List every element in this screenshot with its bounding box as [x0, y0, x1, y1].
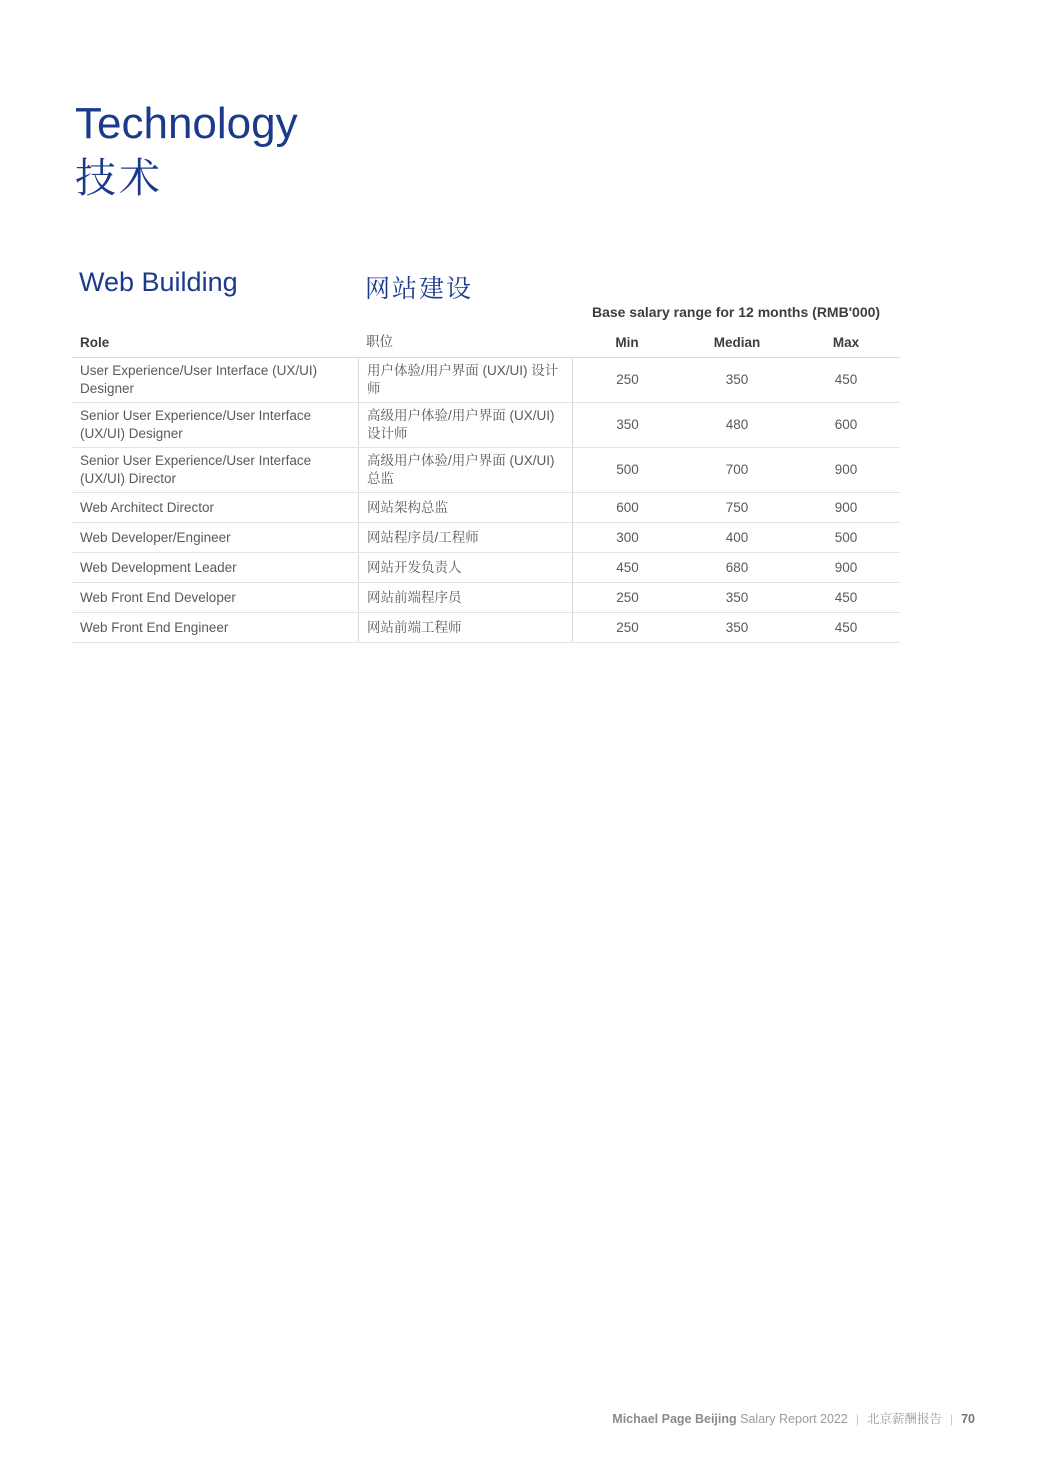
- salary-median-cell: 480: [725, 417, 749, 433]
- footer-page-number: 70: [961, 1412, 975, 1426]
- table-header-row: [72, 321, 900, 358]
- salary-median-cell: 400: [725, 529, 749, 545]
- table-row: [72, 493, 900, 523]
- footer-separator: |: [855, 1412, 859, 1426]
- table-row: [72, 523, 900, 553]
- role-en-cell: Web Front End Engineer: [80, 619, 229, 635]
- role-zh-cell: 网站前端程序员: [358, 583, 572, 612]
- role-en-cell: Web Front End Developer: [80, 589, 236, 605]
- salary-median-cell: 350: [725, 589, 749, 605]
- salary-min-cell: 250: [572, 613, 682, 642]
- salary-table: [72, 303, 900, 643]
- salary-range-note: Base salary range for 12 months (RMB'000): [591, 304, 881, 320]
- section-title-zh: 网站建设: [365, 275, 474, 303]
- role-zh-cell: 用户体验/用户界面 (UX/UI) 设计师: [358, 358, 572, 402]
- table-row: [72, 583, 900, 613]
- table-row: [72, 553, 900, 583]
- role-zh-cell: 高级用户体验/用户界面 (UX/UI) 总监: [358, 448, 572, 492]
- role-en-cell: Senior User Experience/User Interface (UX/UI) Designer: [80, 408, 312, 441]
- salary-median-cell: 350: [725, 372, 749, 388]
- role-zh-cell: 网站程序员/工程师: [358, 523, 572, 552]
- salary-median-cell: 680: [725, 559, 749, 575]
- salary-max-cell: 900: [834, 462, 858, 478]
- salary-median-cell: 750: [725, 499, 749, 515]
- table-row: [72, 358, 900, 403]
- salary-min-cell: 300: [572, 523, 682, 552]
- salary-min-cell: 600: [572, 493, 682, 522]
- role-zh-cell: 高级用户体验/用户界面 (UX/UI) 设计师: [358, 403, 572, 447]
- role-en-cell: Web Developer/Engineer: [80, 529, 231, 545]
- salary-max-cell: 500: [834, 529, 858, 545]
- footer-brand: Michael Page Beijing: [612, 1412, 737, 1426]
- salary-min-cell: 250: [572, 358, 682, 402]
- section-title-en: Web Building: [79, 267, 238, 297]
- column-header-max: Max: [832, 335, 860, 350]
- salary-min-cell: 500: [572, 448, 682, 492]
- footer-report-title: Salary Report 2022: [740, 1412, 848, 1426]
- salary-max-cell: 900: [834, 499, 858, 515]
- column-header-role-zh: 职位: [366, 334, 393, 349]
- salary-max-cell: 450: [834, 619, 858, 635]
- salary-min-cell: 450: [572, 553, 682, 582]
- role-zh-cell: 网站前端工程师: [358, 613, 572, 642]
- salary-max-cell: 450: [834, 589, 858, 605]
- salary-max-cell: 450: [834, 372, 858, 388]
- role-en-cell: User Experience/User Interface (UX/UI) Designer: [80, 363, 318, 396]
- role-en-cell: Web Development Leader: [80, 559, 237, 575]
- role-zh-cell: 网站架构总监: [358, 493, 572, 522]
- role-en-cell: Senior User Experience/User Interface (UX/UI) Director: [80, 453, 312, 486]
- role-en-cell: Web Architect Director: [80, 499, 215, 515]
- table-row: [72, 403, 900, 448]
- footer-report-title-zh: 北京薪酬报告: [866, 1412, 942, 1426]
- table-row: [72, 613, 900, 643]
- footer-separator: |: [949, 1412, 954, 1426]
- salary-median-cell: 350: [725, 619, 749, 635]
- table-row: [72, 448, 900, 493]
- page-footer: [612, 1409, 975, 1427]
- role-zh-cell: 网站开发负责人: [358, 553, 572, 582]
- salary-max-cell: 600: [834, 417, 858, 433]
- salary-median-cell: 700: [725, 462, 749, 478]
- page-title-en: Technology: [75, 99, 298, 148]
- salary-max-cell: 900: [834, 559, 858, 575]
- column-header-role-en: Role: [80, 335, 110, 350]
- page-title-zh: 技术: [75, 155, 163, 201]
- salary-min-cell: 250: [572, 583, 682, 612]
- column-header-min: Min: [615, 335, 639, 350]
- column-header-median: Median: [713, 335, 761, 350]
- salary-min-cell: 350: [572, 403, 682, 447]
